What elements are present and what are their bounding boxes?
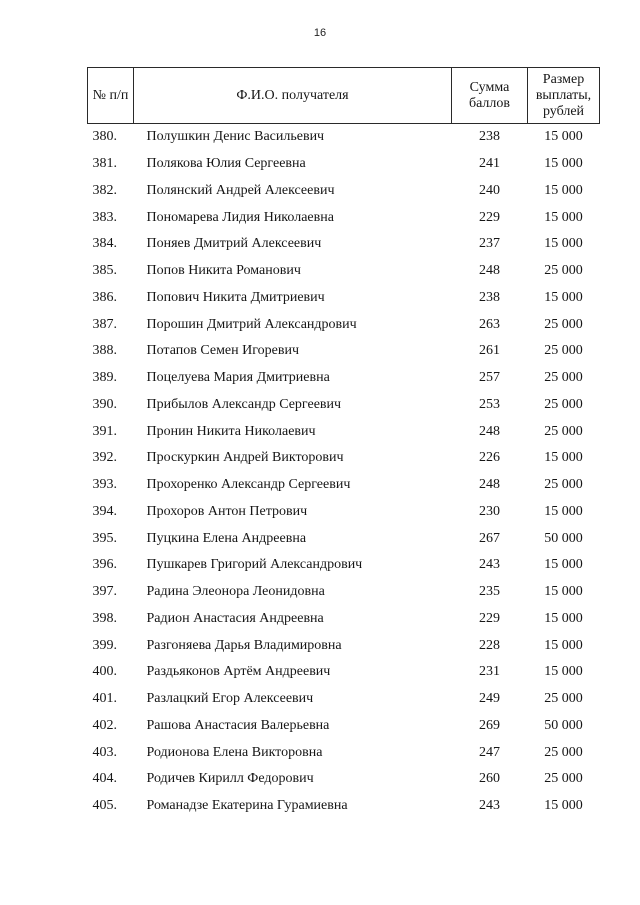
header-number-label: № п/п (92, 87, 129, 103)
table-row (88, 766, 600, 793)
header-name-label: Ф.И.О. получателя (236, 87, 349, 103)
score-sum: 241 (479, 156, 500, 172)
table-row (88, 472, 600, 499)
payment-amount: 15 000 (544, 182, 583, 198)
recipient-name: Прибылов Александр Сергеевич (146, 396, 342, 412)
row-number: 392. (92, 450, 117, 466)
header-amount-label: Размер выплаты, рублей (535, 71, 592, 119)
payment-amount: 15 000 (544, 557, 583, 573)
row-number: 405. (92, 798, 117, 814)
row-number: 388. (92, 343, 117, 359)
recipient-name: Полушкин Денис Васильевич (146, 129, 325, 145)
table-row (88, 204, 600, 231)
payment-amount: 50 000 (544, 530, 583, 546)
recipient-name: Поняев Дмитрий Алексеевич (146, 236, 322, 252)
table-row (88, 338, 600, 365)
score-sum: 231 (479, 664, 500, 680)
row-number: 401. (92, 691, 117, 707)
recipient-name: Поцелуева Мария Дмитриевна (146, 370, 330, 386)
recipient-name: Полякова Юлия Сергеевна (146, 156, 306, 172)
score-sum: 235 (479, 584, 500, 600)
payment-amount: 25 000 (544, 744, 583, 760)
row-number: 391. (92, 423, 117, 439)
table-row (88, 178, 600, 205)
recipient-name: Попович Никита Дмитриевич (146, 289, 325, 305)
payment-amount: 25 000 (544, 370, 583, 386)
score-sum: 257 (479, 370, 500, 386)
table-row (88, 231, 600, 258)
table-row (88, 686, 600, 713)
payment-amount: 25 000 (544, 771, 583, 787)
recipient-name: Радион Анастасия Андреевна (146, 610, 324, 626)
payment-amount: 25 000 (544, 343, 583, 359)
row-number: 399. (92, 637, 117, 653)
score-sum: 229 (479, 610, 500, 626)
row-number: 396. (92, 557, 117, 573)
row-number: 395. (92, 530, 117, 546)
recipient-name: Проскуркин Андрей Викторович (146, 450, 344, 466)
row-number: 387. (92, 316, 117, 332)
table-header-row (88, 68, 600, 124)
table-row (88, 525, 600, 552)
header-name (134, 68, 452, 124)
recipient-name: Родионова Елена Викторовна (146, 744, 323, 760)
page-number: 16 (313, 27, 327, 39)
payment-amount: 25 000 (544, 263, 583, 279)
payment-amount: 15 000 (544, 610, 583, 626)
table-row (88, 365, 600, 392)
recipient-name: Полянский Андрей Алексеевич (146, 182, 335, 198)
score-sum: 249 (479, 691, 500, 707)
row-number: 389. (92, 370, 117, 386)
score-sum: 237 (479, 236, 500, 252)
table-row (88, 579, 600, 606)
recipient-name: Прохоров Антон Петрович (146, 503, 308, 519)
row-number: 386. (92, 289, 117, 305)
row-number: 393. (92, 477, 117, 493)
payment-amount: 15 000 (544, 637, 583, 653)
recipient-name: Романадзе Екатерина Гурамиевна (146, 798, 348, 814)
payment-amount: 25 000 (544, 477, 583, 493)
header-score (452, 68, 528, 124)
payment-amount: 15 000 (544, 584, 583, 600)
score-sum: 261 (479, 343, 500, 359)
table-header (88, 68, 600, 124)
recipient-name: Прохоренко Александр Сергеевич (146, 477, 351, 493)
table-row (88, 632, 600, 659)
score-sum: 238 (479, 129, 500, 145)
table-row (88, 739, 600, 766)
payment-amount: 15 000 (544, 450, 583, 466)
row-number: 383. (92, 209, 117, 225)
table-row (88, 499, 600, 526)
recipient-name: Порошин Дмитрий Александрович (146, 316, 357, 332)
row-number: 403. (92, 744, 117, 760)
table-row (88, 124, 600, 151)
recipient-name: Пуцкина Елена Андреевна (146, 530, 307, 546)
score-sum: 228 (479, 637, 500, 653)
payment-amount: 15 000 (544, 236, 583, 252)
payment-amount: 15 000 (544, 209, 583, 225)
score-sum: 243 (479, 557, 500, 573)
table-row (88, 445, 600, 472)
payment-amount: 15 000 (544, 503, 583, 519)
score-sum: 226 (479, 450, 500, 466)
payment-amount: 15 000 (544, 156, 583, 172)
recipient-name: Родичев Кирилл Федорович (146, 771, 314, 787)
row-number: 398. (92, 610, 117, 626)
row-number: 404. (92, 771, 117, 787)
table-body (88, 124, 600, 820)
header-score-label: Сумма баллов (468, 79, 511, 111)
score-sum: 247 (479, 744, 500, 760)
payment-amount: 25 000 (544, 423, 583, 439)
row-number: 394. (92, 503, 117, 519)
score-sum: 229 (479, 209, 500, 225)
row-number: 402. (92, 717, 117, 733)
score-sum: 238 (479, 289, 500, 305)
score-sum: 230 (479, 503, 500, 519)
row-number: 380. (92, 129, 117, 145)
table-row (88, 606, 600, 633)
table-row (88, 258, 600, 285)
payment-amount: 15 000 (544, 798, 583, 814)
score-sum: 248 (479, 423, 500, 439)
header-number (88, 68, 134, 124)
table-row (88, 793, 600, 820)
row-number: 382. (92, 182, 117, 198)
row-number: 385. (92, 263, 117, 279)
table-row (88, 285, 600, 312)
row-number: 397. (92, 584, 117, 600)
table-row (88, 552, 600, 579)
score-sum: 253 (479, 396, 500, 412)
recipient-name: Разлацкий Егор Алексеевич (146, 691, 314, 707)
header-amount (528, 68, 600, 124)
payment-amount: 25 000 (544, 396, 583, 412)
recipient-name: Попов Никита Романович (146, 263, 301, 279)
score-sum: 263 (479, 316, 500, 332)
payment-amount: 50 000 (544, 717, 583, 733)
score-sum: 260 (479, 771, 500, 787)
recipient-name: Потапов Семен Игоревич (146, 343, 299, 359)
row-number: 381. (92, 156, 117, 172)
score-sum: 267 (479, 530, 500, 546)
score-sum: 248 (479, 477, 500, 493)
payment-amount: 15 000 (544, 664, 583, 680)
table-row (88, 713, 600, 740)
recipient-name: Пономарева Лидия Николаевна (146, 209, 334, 225)
table-row (88, 392, 600, 419)
recipient-name: Раздьяконов Артём Андреевич (146, 664, 331, 680)
table-row (88, 151, 600, 178)
payment-amount: 25 000 (544, 316, 583, 332)
score-sum: 243 (479, 798, 500, 814)
table-row (88, 659, 600, 686)
score-sum: 240 (479, 182, 500, 198)
payment-amount: 25 000 (544, 691, 583, 707)
row-number: 384. (92, 236, 117, 252)
recipient-name: Рашова Анастасия Валерьевна (146, 717, 330, 733)
score-sum: 248 (479, 263, 500, 279)
payment-amount: 15 000 (544, 289, 583, 305)
payment-amount: 15 000 (544, 129, 583, 145)
row-number: 390. (92, 396, 117, 412)
score-sum: 269 (479, 717, 500, 733)
row-number: 400. (92, 664, 117, 680)
recipient-name: Разгоняева Дарья Владимировна (146, 637, 342, 653)
recipient-name: Пронин Никита Николаевич (146, 423, 316, 439)
recipient-name: Пушкарев Григорий Александрович (146, 557, 363, 573)
recipient-name: Радина Элеонора Леонидовна (146, 584, 325, 600)
table-row (88, 418, 600, 445)
recipients-table (87, 67, 600, 820)
table-row (88, 311, 600, 338)
